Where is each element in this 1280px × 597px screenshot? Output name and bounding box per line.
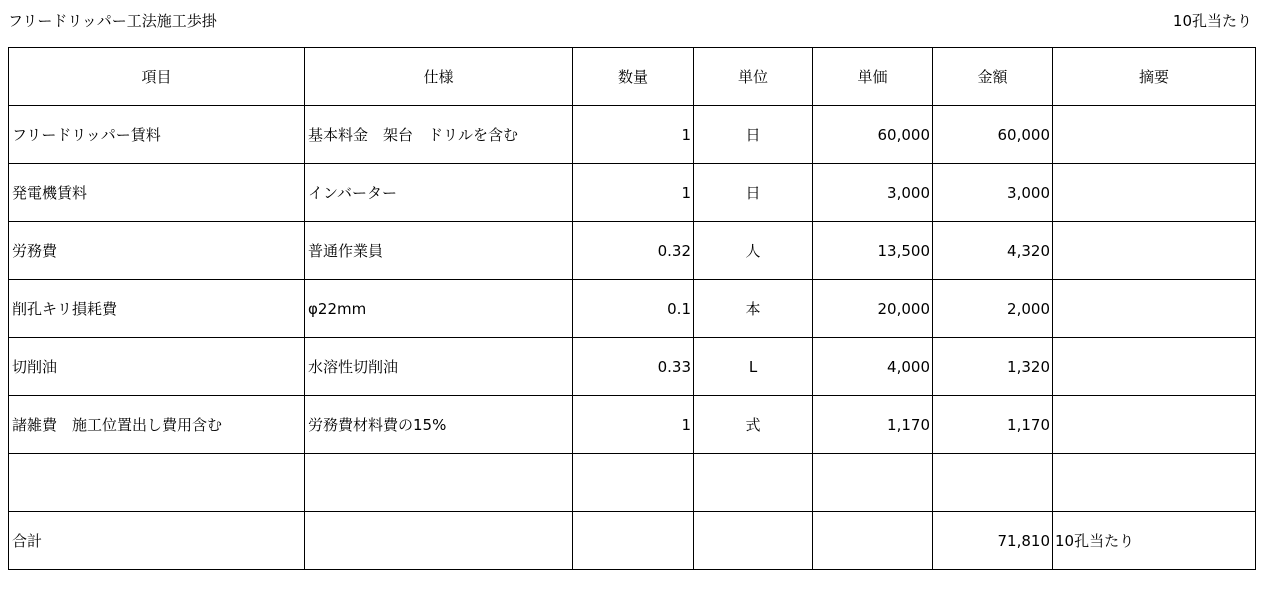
cell-amount: 2,000 <box>933 280 1053 338</box>
cell-unit-price <box>813 454 933 512</box>
cell-unit: 日 <box>694 164 813 222</box>
cell-unit: 本 <box>694 280 813 338</box>
cell-spec: 普通作業員 <box>305 222 573 280</box>
cell-item: 労務費 <box>9 222 305 280</box>
header-quantity: 数量 <box>573 48 694 106</box>
cell-amount: 60,000 <box>933 106 1053 164</box>
cell-unit-price: 13,500 <box>813 222 933 280</box>
cell-spec <box>305 512 573 570</box>
cell-item: 削孔キリ損耗費 <box>9 280 305 338</box>
cell-item: 諸雑費 施工位置出し費用含む <box>9 396 305 454</box>
cell-remarks <box>1053 164 1256 222</box>
cell-amount: 3,000 <box>933 164 1053 222</box>
cell-unit-price: 60,000 <box>813 106 933 164</box>
cell-unit: 式 <box>694 396 813 454</box>
table-row <box>9 222 1256 280</box>
cell-quantity <box>573 454 694 512</box>
header-unit: 単位 <box>694 48 813 106</box>
header-row <box>9 48 1256 106</box>
table-row <box>9 106 1256 164</box>
cell-unit-price: 1,170 <box>813 396 933 454</box>
cell-spec: インバーター <box>305 164 573 222</box>
cell-amount: 4,320 <box>933 222 1053 280</box>
header-spec: 仕様 <box>305 48 573 106</box>
cell-item: フリードリッパー賃料 <box>9 106 305 164</box>
table-row <box>9 396 1256 454</box>
cell-unit-price: 3,000 <box>813 164 933 222</box>
total-label: 合計 <box>9 512 305 570</box>
total-row <box>9 512 1256 570</box>
table-row-empty <box>9 454 1256 512</box>
cell-item <box>9 454 305 512</box>
cell-item: 発電機賃料 <box>9 164 305 222</box>
cell-quantity <box>573 512 694 570</box>
header-item: 項目 <box>9 48 305 106</box>
header-amount: 金額 <box>933 48 1053 106</box>
cell-amount: 1,320 <box>933 338 1053 396</box>
cell-quantity: 1 <box>573 106 694 164</box>
document-title: フリードリッパー工法施工歩掛 <box>8 12 217 30</box>
cell-unit-price: 4,000 <box>813 338 933 396</box>
header-unit-price: 単価 <box>813 48 933 106</box>
cell-quantity: 0.1 <box>573 280 694 338</box>
table-row <box>9 338 1256 396</box>
cell-spec: φ22mm <box>305 280 573 338</box>
cell-remarks <box>1053 338 1256 396</box>
cell-item: 切削油 <box>9 338 305 396</box>
cell-unit: 日 <box>694 106 813 164</box>
cell-remarks <box>1053 396 1256 454</box>
cell-remarks <box>1053 280 1256 338</box>
cell-unit <box>694 454 813 512</box>
cell-unit-price: 20,000 <box>813 280 933 338</box>
cell-quantity: 1 <box>573 164 694 222</box>
cell-spec: 水溶性切削油 <box>305 338 573 396</box>
table-row <box>9 164 1256 222</box>
cell-amount <box>933 454 1053 512</box>
cell-quantity: 1 <box>573 396 694 454</box>
cell-unit <box>694 512 813 570</box>
cost-estimate-table <box>8 47 1256 570</box>
cell-remarks <box>1053 106 1256 164</box>
cell-unit-price <box>813 512 933 570</box>
cell-quantity: 0.33 <box>573 338 694 396</box>
cell-spec: 労務費材料費の15% <box>305 396 573 454</box>
cell-unit: 人 <box>694 222 813 280</box>
header-remarks: 摘要 <box>1053 48 1256 106</box>
table-row <box>9 280 1256 338</box>
cell-spec <box>305 454 573 512</box>
per-unit-note: 10孔当たり <box>1172 12 1252 30</box>
total-remarks: 10孔当たり <box>1053 512 1256 570</box>
cell-spec: 基本料金 架台 ドリルを含む <box>305 106 573 164</box>
total-amount: 71,810 <box>933 512 1053 570</box>
cell-remarks <box>1053 222 1256 280</box>
cell-unit: L <box>694 338 813 396</box>
cell-quantity: 0.32 <box>573 222 694 280</box>
cell-amount: 1,170 <box>933 396 1053 454</box>
cell-remarks <box>1053 454 1256 512</box>
